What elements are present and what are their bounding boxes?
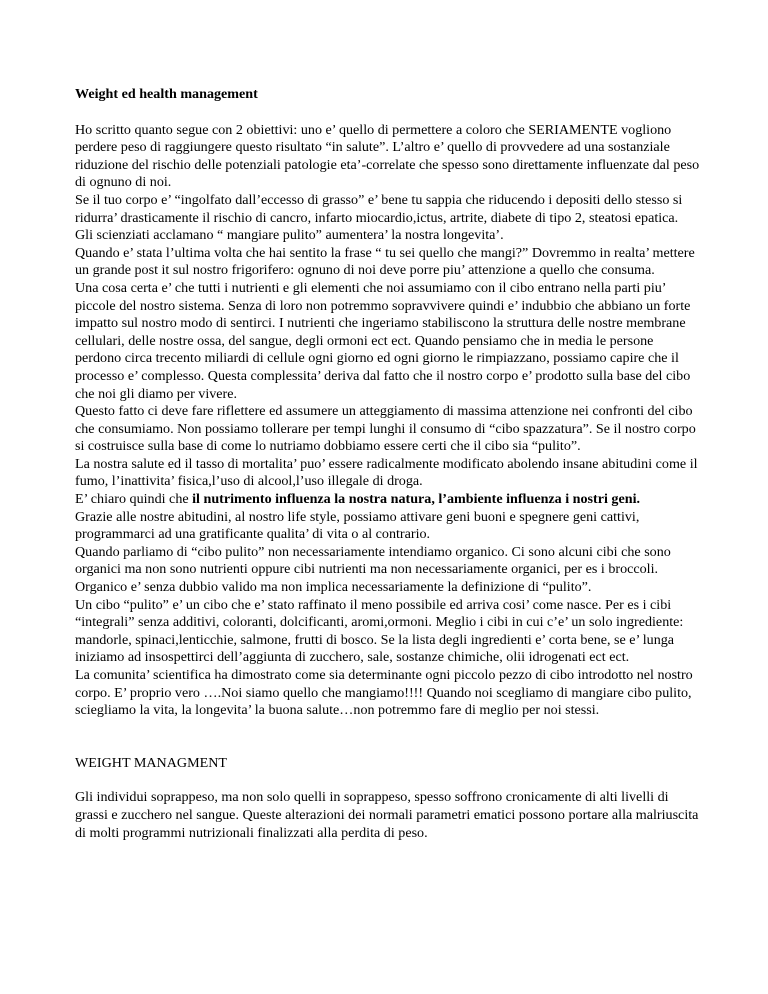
paragraph-junk-food: Questo fatto ci deve fare riflettere ed assumere un atteggiamento di massima attenzione nei confronti del cibo che consumiamo. Non possiamo tollerare per tempi lunghi il consumo di “cibo spazzatura”. Se il nostro corpo si costruisce sulla base di come lo nutriamo dobbiamo essere certi che il cibo sia “pulito”. bbox=[75, 403, 696, 455]
paragraph-organic: Organico e’ senza dubbio valido ma non implica necessariamente la definizione di “pulito”. bbox=[75, 579, 592, 596]
paragraph-clean-food: Quando parliamo di “cibo pulito” non necessariamente intendiamo organico. Ci sono alcuni cibi che sono organici ma non sono nutrienti oppure cibi nutrienti ma non necessariamente organici, per es i broccoli. bbox=[75, 543, 671, 578]
section-paragraph: Gli individui soprappeso, ma non solo quelli in soprappeso, spesso soffrono cronicamente di alti livelli di grassi e zucchero nel sangue. Queste alterazioni dei normali parametri ematici possono portare alla malriuscita di molti programmi nutrizionali finalizzati alla perdita di peso. bbox=[75, 789, 699, 841]
paragraph-scientists: Gli scienziati acclamano “ mangiare pulito” aumentera’ la nostra longevita’. bbox=[75, 227, 504, 244]
paragraph-objectives: Ho scritto quanto segue con 2 obiettivi: uno e’ quello di permettere a coloro che SERIAMENTE vogliono perdere peso di raggiungere questo risultato “in salute”. L’altro e’ quello di provvedere ad una sostanziale riduzione del rischio delle potenziali patologie eta’-correlate che spesso sono direttamente influenzate dal peso di ognuno di noi. bbox=[75, 121, 700, 191]
paragraph-clean-definition: Un cibo “pulito” e’ un cibo che e’ stato raffinato il meno possibile ed arriva cosi’ come nasce. Per es i cibi “integrali” senza additivi, coloranti, dolcificanti, aromi,ormoni. Meglio i cibi in cui c’e’ un solo ingrediente: mandorle, spinaci,lenticchie, salmone, frutti di bosco. Se la lista degli ingredienti e’ corta bene, se e’ lunga iniziamo ad insospettirci dell’aggiunta di zucchero, sale, sostanze chimiche, olii idrogenati ect ect. bbox=[75, 596, 684, 666]
paragraph-nutrition-genes-lead: E’ chiaro quindi che bbox=[75, 491, 193, 508]
paragraph-fat-risk: Se il tuo corpo e’ “ingolfato dall’eccesso di grasso” e’ bene tu sappia che riducendo i depositi dello stesso si ridurra’ drasticamente il rischio di cancro, infarto miocardio,ictus, artrite, diabete di tipo 2, steatosi epatica. bbox=[75, 191, 683, 226]
paragraph-nutrition-genes-bold: il nutrimento influenza la nostra natura, l’ambiente influenza i nostri geni. bbox=[192, 491, 641, 508]
section-title: WEIGHT MANAGMENT bbox=[75, 754, 228, 771]
section-spacer bbox=[75, 720, 700, 755]
paragraph-you-are-what-you-eat: Quando e’ stata l’ultima volta che hai sentito la frase “ tu sei quello che mangi?” Dovremmo in realta’ mettere un grande post it sul nostro frigorifero: ognuno di noi deve porre piu’ attenzione a quello che consuma. bbox=[75, 244, 695, 279]
paragraph-habits: La nostra salute ed il tasso di mortalita’ puo’ essere radicalmente modificato abolendo insane abitudini come il fumo, l’inattivita’ fisica,l’uso di alcool,l’uso illegale di droga. bbox=[75, 455, 698, 490]
paragraph-nutrients: Una cosa certa e’ che tutti i nutrienti e gli elementi che noi assumiamo con il cibo entrano nella parti piu’ piccole del nostro sistema. Senza di loro non potremmo sopravvivere quindi e’ indubbio che abbiano un forte impatto sul nostro modo di sentirci. I nutrienti che ingeriamo stabiliscono la struttura delle nostre membrane cellulari, delle nostre ossa, del sangue, degli ormoni ect ect. Quando pensiamo che in media le persone perdono circa trecento miliardi di cellule ogni giorno ed ogni giorno le rimpiazzano, possiamo capire che il processo e’ complesso. Questa complessita’ deriva dal fatto che il nostro corpo e’ prodotto sulla base del cibo che noi gli diamo per vivere. bbox=[75, 279, 691, 402]
paragraph-scientific-community: La comunita’ scientifica ha dimostrato come sia determinante ogni piccolo pezzo di cibo introdotto nel nostro corpo. E’ proprio vero ….Noi siamo quello che mangiamo!!!! Quando noi scegliamo di mangiare cibo pulito, sciegliamo la vita, la longevita’ la buona salute…non potremmo fare di meglio per noi stessi. bbox=[75, 667, 693, 719]
intro-text bbox=[75, 122, 700, 720]
paragraph-nutrition-genes bbox=[75, 491, 700, 509]
document-page bbox=[75, 86, 700, 842]
document-title: Weight ed health management bbox=[75, 86, 258, 102]
paragraph-lifestyle: Grazie alle nostre abitudini, al nostro life style, possiamo attivare geni buoni e spegnere geni cattivi, programmarci ad una gratificante qualita’ di vita o al contrario. bbox=[75, 508, 640, 543]
